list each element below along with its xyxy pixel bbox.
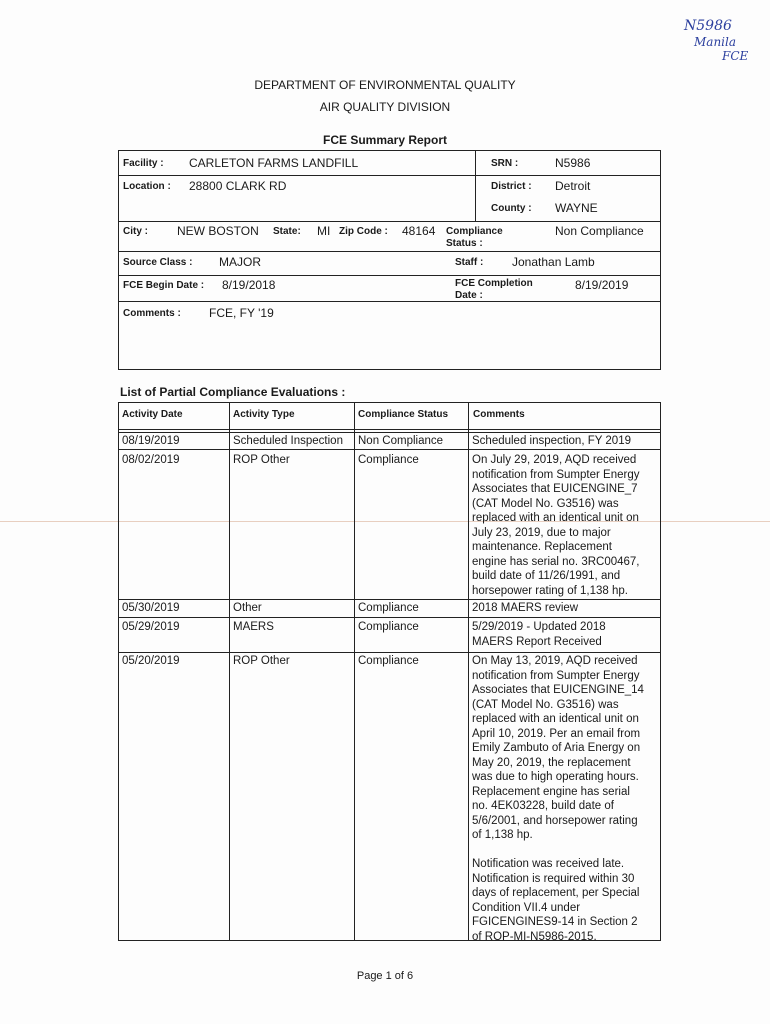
staff-label: Staff : xyxy=(455,257,484,268)
comment-line: On May 13, 2019, AQD received xyxy=(472,655,638,667)
completion-date-label-2: Date : xyxy=(455,290,483,301)
row-3-comment: 2018 MAERS review xyxy=(472,602,579,614)
facility-value: CARLETON FARMS LANDFILL xyxy=(189,156,359,170)
comment-line: notification from Sumpter Energy xyxy=(472,468,640,481)
handwritten-note-fce: FCE xyxy=(722,49,749,63)
comments-label: Comments : xyxy=(123,308,181,319)
begin-date-label: FCE Begin Date : xyxy=(123,280,205,291)
comment-line: Condition VII.4 under xyxy=(472,901,581,914)
row-5-date: 05/20/2019 xyxy=(122,655,180,667)
row-5-type: ROP Other xyxy=(233,655,290,667)
row-5-status: Compliance xyxy=(358,655,419,667)
row-4-comment xyxy=(472,620,606,649)
column-header-activity-type: Activity Type xyxy=(233,409,295,420)
comment-line: days of replacement, per Special xyxy=(472,887,640,899)
county-value: WAYNE xyxy=(555,201,598,215)
comment-line: MAERS Report Received xyxy=(472,635,602,648)
state-value: MI xyxy=(317,224,331,238)
division-heading: AIR QUALITY DIVISION xyxy=(319,100,451,114)
comment-line: April 10, 2019. Per an email from xyxy=(472,727,641,740)
city-label: City : xyxy=(123,226,148,237)
pce-table xyxy=(118,402,661,941)
comment-line: build date of 11/26/1991, and xyxy=(472,570,621,582)
comment-line: Notification was received late. xyxy=(472,858,625,870)
row-1-status: Non Compliance xyxy=(358,435,444,447)
row-2-type: ROP Other xyxy=(233,454,290,466)
row-3-date: 05/30/2019 xyxy=(122,602,180,614)
facility-label: Facility : xyxy=(123,158,164,169)
source-class-value: MAJOR xyxy=(219,255,261,269)
source-class-label: Source Class : xyxy=(123,257,193,268)
staff-value: Jonathan Lamb xyxy=(512,255,595,269)
comment-line: maintenance. Replacement xyxy=(472,541,612,553)
comment-line: Associates that EUICENGINE_14 xyxy=(472,684,644,696)
summary-box xyxy=(118,150,661,370)
report-title: FCE Summary Report xyxy=(322,133,448,147)
comment-line: Replacement engine has serial xyxy=(472,785,630,798)
row-5-comment xyxy=(472,654,644,944)
row-3-status: Compliance xyxy=(358,602,419,614)
comment-line: FGICENGINES9-14 in Section 2 xyxy=(472,916,638,928)
comment-line: On July 29, 2019, AQD received xyxy=(472,454,637,466)
pce-list-title: List of Partial Compliance Evaluations : xyxy=(120,385,346,399)
comment-line: of ROP-MI-N5986-2015. xyxy=(472,930,597,943)
state-label: State: xyxy=(273,226,301,237)
comment-line: Emily Zambuto of Aria Energy on xyxy=(472,742,641,754)
row-3-type: Other xyxy=(233,602,262,614)
city-value: NEW BOSTON xyxy=(177,224,259,238)
row-1-date: 08/19/2019 xyxy=(122,435,180,447)
zip-value: 48164 xyxy=(402,224,436,238)
comment-line: Notification is required within 30 xyxy=(472,872,635,885)
district-value: Detroit xyxy=(555,179,591,193)
comment-line: 5/6/2001, and horsepower rating xyxy=(472,814,638,827)
handwritten-note-srn: N5986 xyxy=(684,18,732,34)
compliance-status-value: Non Compliance xyxy=(555,224,644,238)
comment-line: (CAT Model No. G3516) was xyxy=(472,497,619,510)
location-label: Location : xyxy=(123,181,171,192)
comment-line: replaced with an identical unit on xyxy=(472,713,639,725)
column-header-activity-date: Activity Date xyxy=(122,409,183,420)
row-2-comment xyxy=(472,453,640,598)
zip-label: Zip Code : xyxy=(339,226,388,237)
comment-line: May 20, 2019, the replacement xyxy=(472,756,631,769)
srn-value: N5986 xyxy=(555,156,591,170)
comment-line: of 1,138 hp. xyxy=(472,829,533,841)
completion-date-label: FCE Completion xyxy=(455,278,533,289)
comment-line: replaced with an identical unit on xyxy=(472,512,639,524)
department-heading: DEPARTMENT OF ENVIRONMENTAL QUALITY xyxy=(254,78,516,92)
column-header-comments: Comments xyxy=(473,409,525,420)
begin-date-value: 8/19/2018 xyxy=(222,278,276,292)
row-4-date: 05/29/2019 xyxy=(122,621,180,633)
row-4-status: Compliance xyxy=(358,621,419,633)
location-value: 28800 CLARK RD xyxy=(189,179,287,193)
completion-date-value: 8/19/2019 xyxy=(575,278,629,292)
comment-line: no. 4EK03228, build date of xyxy=(472,800,614,812)
comment-line: (CAT Model No. G3516) was xyxy=(472,698,619,711)
comment-line xyxy=(472,843,644,858)
compliance-label: Compliance xyxy=(446,226,503,237)
page-number: Page 1 of 6 xyxy=(356,970,414,982)
comments-value: FCE, FY '19 xyxy=(209,306,274,320)
column-header-compliance-status: Compliance Status xyxy=(358,409,449,420)
comment-line: notification from Sumpter Energy xyxy=(472,669,640,682)
comment-line: Associates that EUICENGINE_7 xyxy=(472,483,638,495)
comment-line: 5/29/2019 - Updated 2018 xyxy=(472,621,606,633)
row-2-status: Compliance xyxy=(358,454,419,466)
row-1-comment: Scheduled inspection, FY 2019 xyxy=(472,435,631,447)
comment-line: engine has serial no. 3RC00467, xyxy=(472,555,640,568)
compliance-status-label: Status : xyxy=(446,238,483,249)
district-label: District : xyxy=(491,181,532,192)
county-label: County : xyxy=(491,203,532,214)
comment-line: horsepower rating of 1,138 hp. xyxy=(472,584,628,597)
srn-label: SRN : xyxy=(491,158,519,169)
row-1-type: Scheduled Inspection xyxy=(233,435,343,447)
row-2-date: 08/02/2019 xyxy=(122,454,180,466)
handwritten-note-name: Manila xyxy=(694,35,736,49)
row-4-type: MAERS xyxy=(233,621,274,633)
comment-line: was due to high operating hours. xyxy=(472,771,639,783)
comment-line: July 23, 2019, due to major xyxy=(472,526,611,539)
